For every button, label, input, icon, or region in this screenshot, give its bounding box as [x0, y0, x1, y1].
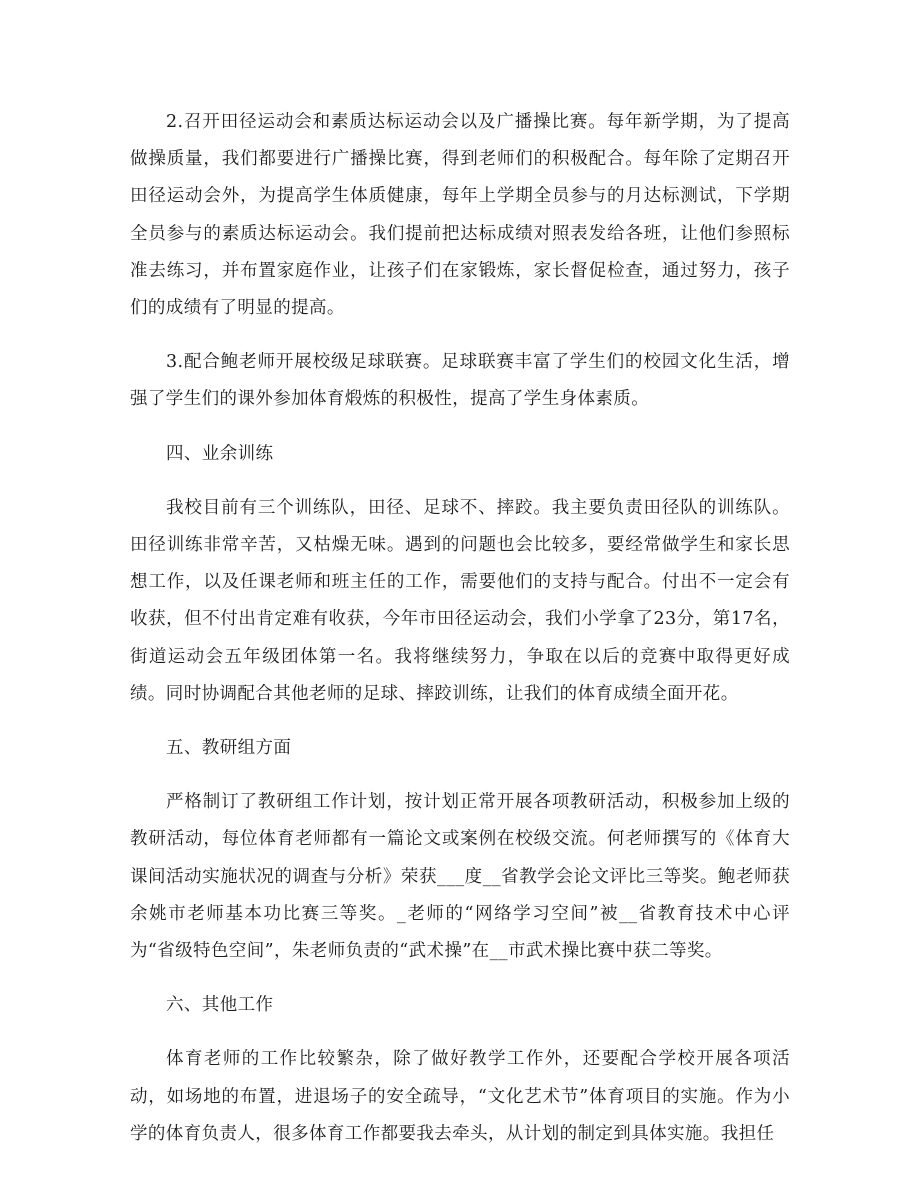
paragraph-training: 我校目前有三个训练队，田径、足球不、摔跤。我主要负责田径队的训练队。田径训练非常辛苦，又枯燥无味。遇到的问题也会比较多，要经常做学生和家长思想工作，以及任课老师和班主任的工作，需要他们的支持与配合。付出不一定会有收获，但不付出肯定难有收获，今年市田径运动会，我们小学拿了23分，第17名，街道运动会五年级团体第一名。我将继续努力，争取在以后的竞赛中取得更好成绩。同时协调配合其他老师的足球、摔跤训练，让我们的体育成绩全面开花。 — [130, 497, 790, 704]
paragraph-gap — [130, 713, 790, 730]
paragraph-gap — [130, 767, 790, 784]
paragraph-football-league: 3.配合鲍老师开展校级足球联赛。足球联赛丰富了学生们的校园文化生活，增强了学生们的课外参加体育煅炼的积极性，提高了学生身体素质。 — [130, 352, 790, 410]
section-heading-other-work: 六、其他工作 — [166, 995, 274, 1016]
paragraph-gap — [130, 419, 790, 436]
section-heading-training: 四、业余训练 — [166, 443, 274, 464]
section-heading-research-group: 五、教研组方面 — [166, 738, 292, 759]
paragraph-gap — [130, 970, 790, 987]
document-body — [130, 104, 790, 1153]
paragraph-other-work: 体育老师的工作比较繁杂，除了做好教学工作外，还要配合学校开展各项活动，如场地的布置，进退场子的安全疏导，“文化艺术节”体育项目的实施。作为小学的体育负责人，很多体育工作都要我去牵头，从计划的制定到具体实施。我担任 — [130, 1049, 790, 1144]
paragraph-gap — [130, 1024, 790, 1041]
paragraph-gap — [130, 473, 790, 490]
paragraph-track-meet: 2.召开田径运动会和素质达标运动会以及广播操比赛。每年新学期，为了提高做操质量，我们都要进行广播操比赛，得到老师们的积极配合。每年除了定期召开田径运动会外，为提高学生体质健康，每年上学期全员参与的月达标测试，下学期全员参与的素质达标运动会。我们提前把达标成绩对照表发给各班，让他们参照标准去练习，并布置家庭作业，让孩子们在家锻炼，家长督促检查，通过努力，孩子们的成绩有了明显的提高。 — [130, 112, 790, 319]
paragraph-research-group: 严格制订了教研组工作计划，按计划正常开展各项教研活动，积极参加上级的教研活动，每位体育老师都有一篇论文或案例在校级交流。何老师撰写的《体育大课间活动实施状况的调查与分析》荣获___度__省教学会论文评比三等奖。鲍老师获余姚市老师基本功比赛三等奖。_老师的“网络学习空间”被__省教育技术中心评为“省级特色空间”，朱老师负责的“武术操”在__市武术操比赛中获二等奖。 — [130, 792, 790, 962]
paragraph-gap — [130, 327, 790, 344]
